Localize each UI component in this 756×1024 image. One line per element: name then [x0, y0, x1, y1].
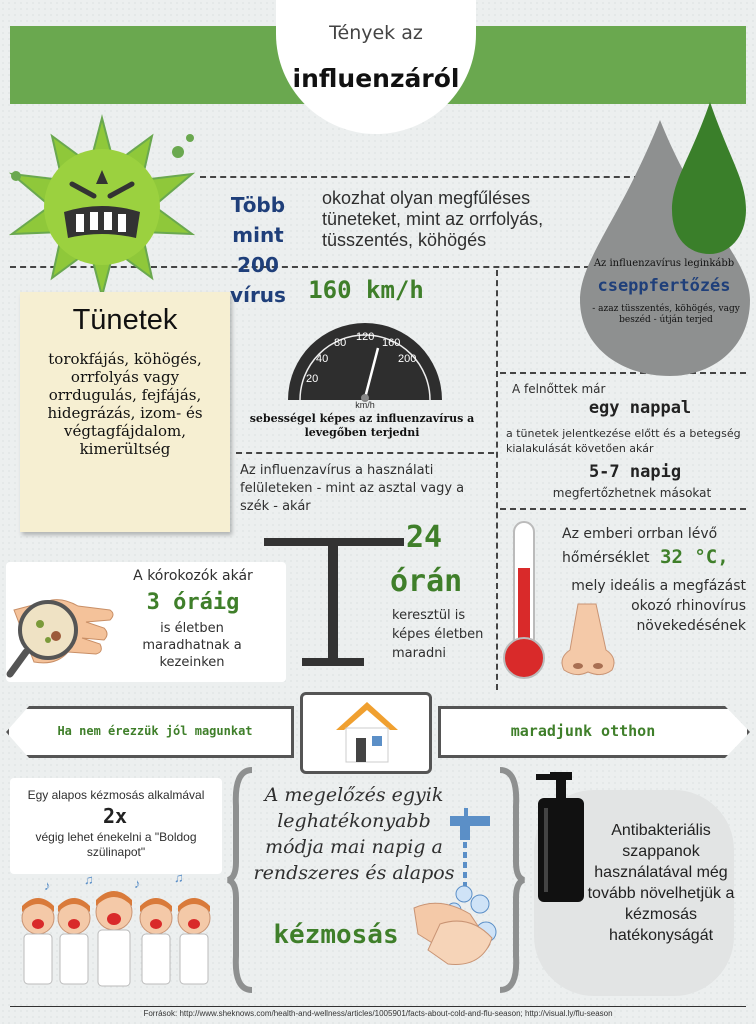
droplet-intro: Az influenzavírus leginkább [593, 258, 735, 269]
handwash-icon [410, 804, 506, 974]
adults-highlight1: egy nappal [588, 398, 692, 418]
page-title: influenzáról [292, 64, 460, 93]
virus-effect: okozhat olyan megfűléses tüneteket, mint az orrfolyás, tüsszentés, köhögés [322, 188, 544, 250]
speed-tick: 120 [356, 331, 375, 343]
banner-left-text: Ha nem érezzük jól magunkat [57, 724, 253, 738]
virus-icon [2, 112, 202, 302]
divider [496, 270, 498, 690]
hand-magnifier-icon [4, 570, 122, 682]
prevention-text: A megelőzés egyik leghatékonyabb módja mai napig a rendszeres és alapos [253, 784, 455, 884]
virus-count: 200 vírus [230, 253, 286, 307]
nose-line1: Az emberi orrban lévő [562, 526, 718, 542]
droplet-icon [560, 100, 756, 380]
speed-tick: 20 [306, 373, 319, 385]
hands-line2: is életben maradhatnak a kezeinken [142, 621, 242, 670]
surfaces-hours-word: órán [390, 564, 463, 599]
adults-highlight2: 5-7 napig [588, 462, 682, 482]
droplet-keyword: cseppfertőzés [597, 276, 731, 296]
speed-tick: 160 [382, 337, 401, 349]
surfaces-text: Az influenzavírus a használati felületeken - mint az asztal vagy a szék - akár [240, 463, 465, 514]
svg-text:♪: ♪ [44, 878, 51, 893]
droplet-detail: - azaz tüsszentés, köhögés, vagy beszéd - útján terjed [592, 304, 740, 325]
speed-unit: km/h [355, 400, 375, 410]
hands-highlight: 3 óráig [146, 590, 240, 615]
nose-line2: hőmérséklet [562, 550, 650, 566]
nose-line3: mely ideális a megfázást okozó rhinovírus növekedésének [571, 578, 746, 634]
divider [236, 452, 494, 454]
footer-divider [10, 1006, 746, 1007]
speed-tick: 200 [398, 353, 417, 365]
thermometer-icon [500, 518, 552, 682]
svg-text:♪: ♪ [134, 876, 141, 891]
adults-line2: a tünetek jelentkezése előtt és a betegség kialakulását követően akár [506, 427, 741, 455]
hands-line1: A kórokozók akár [133, 568, 253, 584]
divider [500, 508, 746, 510]
singing-line1: Egy alapos kézmosás alkalmával [27, 788, 205, 802]
surfaces-hours-num: 24 [405, 520, 443, 555]
footer-sources: Források: http://www.sheknows.com/health-and-wellness/articles/1005901/facts-about-cold-and-flu-season; http://visual.ly/flu-season [143, 1009, 613, 1018]
adults-line3: megfertőzhetnek másokat [552, 486, 712, 500]
virus-count-prefix: Több mint [230, 193, 286, 247]
svg-text:♫: ♫ [84, 872, 94, 887]
speed-tick: 80 [334, 337, 347, 349]
title-small: Tények az [329, 22, 423, 44]
symptoms-list: torokfájás, köhögés, orrfolyás vagy orrdugulás, fejfájás, hidegrázás, izom- és végtagfájdalom, kimerültség [47, 350, 203, 458]
svg-text:♫: ♫ [174, 872, 184, 885]
symptoms-title: Tünetek [72, 304, 178, 336]
singing-count: 2x [102, 804, 128, 828]
surfaces-tail: keresztül is képes életben maradni [392, 608, 484, 661]
soap-bottle-icon [530, 768, 592, 906]
speed-caption: sebességel képes az influenzavírus a levegőben terjedni [249, 412, 475, 439]
prevention-keyword: kézmosás [273, 920, 399, 950]
banner-right-text: maradjunk otthon [510, 722, 656, 740]
speedometer-icon [282, 312, 448, 404]
speed-tick: 40 [316, 353, 329, 365]
singing-line2: végig lehet énekelni a "Boldog szülinapot" [35, 830, 197, 859]
house-icon [334, 698, 400, 766]
adults-line1: A felnőttek már [512, 382, 606, 396]
soap-text: Antibakteriális szappanok használatával még tovább növelhetjük a kézmosás hatékonyságát [587, 822, 735, 944]
singers-icon [14, 872, 222, 994]
speed-value: 160 km/h [308, 276, 424, 304]
nose-temp: 32 °C, [660, 546, 729, 568]
